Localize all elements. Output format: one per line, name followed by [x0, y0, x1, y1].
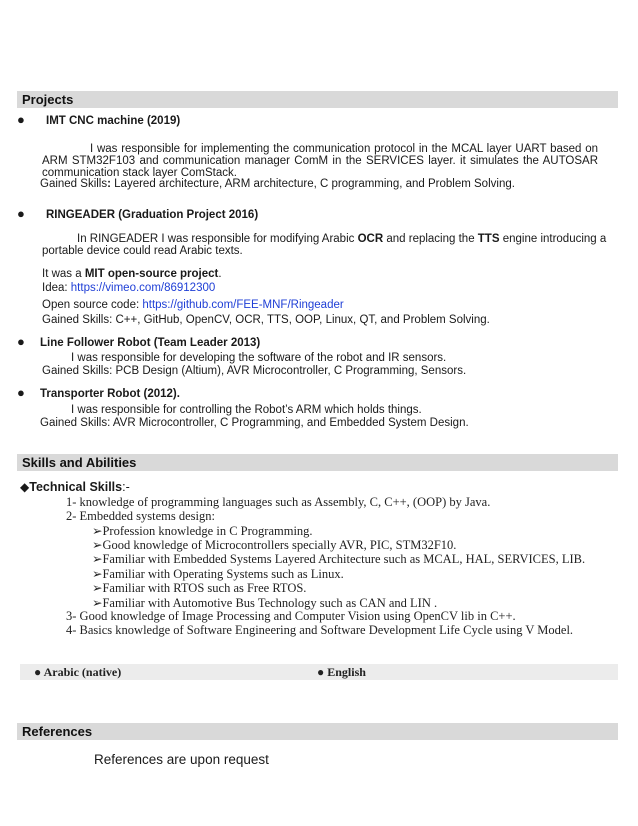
skill-item: 3- Good knowledge of Image Processing and Computer Vision using OpenCV lib in C++. — [66, 609, 516, 623]
skill-item: 4- Basics knowledge of Software Engineering and Software Development Life Cycle using V Model. — [66, 623, 574, 637]
sub-skill-text: Familiar with Embedded Systems Layered Architecture such as MCAL, HAL, SERVICES, LIB. — [102, 552, 586, 566]
skills-text: Layered architecture, ARM architecture, C programming, and Problem Solving. — [110, 178, 515, 190]
desc-part: engine introducing a — [499, 233, 607, 245]
language-item — [34, 665, 121, 680]
project-title: Line Follower Robot (Team Leader 2013) — [40, 337, 261, 349]
technical-skills-label: Technical Skills — [29, 480, 123, 494]
project-code — [42, 299, 344, 311]
origin-bold: MIT open-source project — [84, 268, 219, 280]
desc-part: and replacing the — [383, 233, 478, 245]
project-skills — [40, 178, 515, 190]
code-label: Open source code: — [42, 299, 143, 311]
sub-skill-text: Profession knowledge in C Programming. — [102, 524, 313, 538]
desc-tts: TTS — [477, 233, 500, 245]
project-skills: Gained Skills: PCB Design (Altium), AVR Microcontroller, C Programming, Sensors. — [42, 365, 467, 377]
bullet-icon: ● — [34, 665, 44, 679]
arrow-bullet-icon: ➢ — [92, 567, 103, 581]
skill-item: 1- knowledge of programming languages such as Assembly, C, C++, (OOP) by Java. — [66, 495, 491, 509]
desc-part: In RINGEADER I was responsible for modifying Arabic — [77, 233, 358, 245]
origin-part: It was a — [42, 268, 85, 280]
sub-skill-text: Familiar with Operating Systems such as Linux. — [102, 567, 344, 581]
skills-colon: : — [107, 178, 111, 190]
project-description: communication stack layer ComStack. — [42, 167, 237, 179]
bullet-icon: ● — [317, 665, 328, 679]
sub-skill-item — [92, 580, 306, 596]
bullet-icon: ● — [17, 206, 25, 221]
skill-item: 2- Embedded systems design: — [66, 509, 215, 523]
project-idea — [42, 282, 215, 294]
arrow-bullet-icon: ➢ — [92, 552, 103, 566]
skills-label: Gained Skills — [40, 178, 108, 190]
diamond-bullet-icon: ◆ — [20, 480, 30, 494]
language-arabic: Arabic (native) — [43, 665, 122, 679]
desc-ocr: OCR — [357, 233, 384, 245]
origin-part: . — [218, 268, 222, 280]
code-link[interactable]: https://github.com/FEE-MNF/Ringeader — [142, 299, 344, 311]
project-description: I was responsible for controlling the Robot’s ARM which holds things. — [71, 404, 422, 416]
arrow-bullet-icon: ➢ — [92, 581, 103, 595]
language-item — [317, 665, 366, 680]
section-heading-references: References — [17, 723, 618, 740]
bullet-icon: ● — [17, 112, 25, 127]
project-skills: Gained Skills: AVR Microcontroller, C Programming, and Embedded System Design. — [40, 417, 469, 429]
project-description: I was responsible for developing the software of the robot and IR sensors. — [71, 352, 447, 364]
sub-skill-item — [92, 551, 585, 567]
sub-skill-text: Good knowledge of Microcontrollers specially AVR, PIC, STM32F10. — [102, 538, 457, 552]
idea-link[interactable]: https://vimeo.com/86912300 — [70, 282, 216, 294]
arrow-bullet-icon: ➢ — [92, 538, 103, 552]
project-skills: Gained Skills: C++, GitHub, OpenCV, OCR, TTS, OOP, Linux, QT, and Problem Solving. — [42, 314, 490, 326]
idea-label: Idea: — [42, 282, 71, 294]
bullet-icon: ● — [17, 385, 25, 400]
project-title: RINGEADER (Graduation Project 2016) — [46, 209, 259, 221]
section-heading-projects: Projects — [17, 91, 618, 108]
project-origin — [42, 268, 222, 280]
technical-skills-suffix: :- — [122, 480, 130, 494]
technical-skills-heading — [20, 480, 130, 494]
project-title: Transporter Robot (2012). — [40, 388, 180, 400]
project-description: ARM STM32F103 and communication manager ComM in the SERVICES layer. it simulates the AUTOSAR — [42, 155, 598, 167]
references-text: References are upon request — [94, 752, 269, 767]
project-title: IMT CNC machine (2019) — [46, 115, 181, 127]
section-heading-skills: Skills and Abilities — [17, 454, 618, 471]
sub-skill-text: Familiar with RTOS such as Free RTOS. — [102, 581, 307, 595]
project-description: I was responsible for implementing the communication protocol in the MCAL layer UART based on — [90, 143, 598, 155]
language-english: English — [327, 665, 366, 679]
bullet-icon: ● — [17, 334, 25, 349]
project-description: portable device could read Arabic texts. — [42, 245, 243, 257]
arrow-bullet-icon: ➢ — [92, 524, 103, 538]
project-description — [77, 233, 606, 245]
sub-skill-text: Familiar with Automotive Bus Technology such as CAN and LIN . — [102, 596, 438, 610]
arrow-bullet-icon: ➢ — [92, 596, 103, 610]
